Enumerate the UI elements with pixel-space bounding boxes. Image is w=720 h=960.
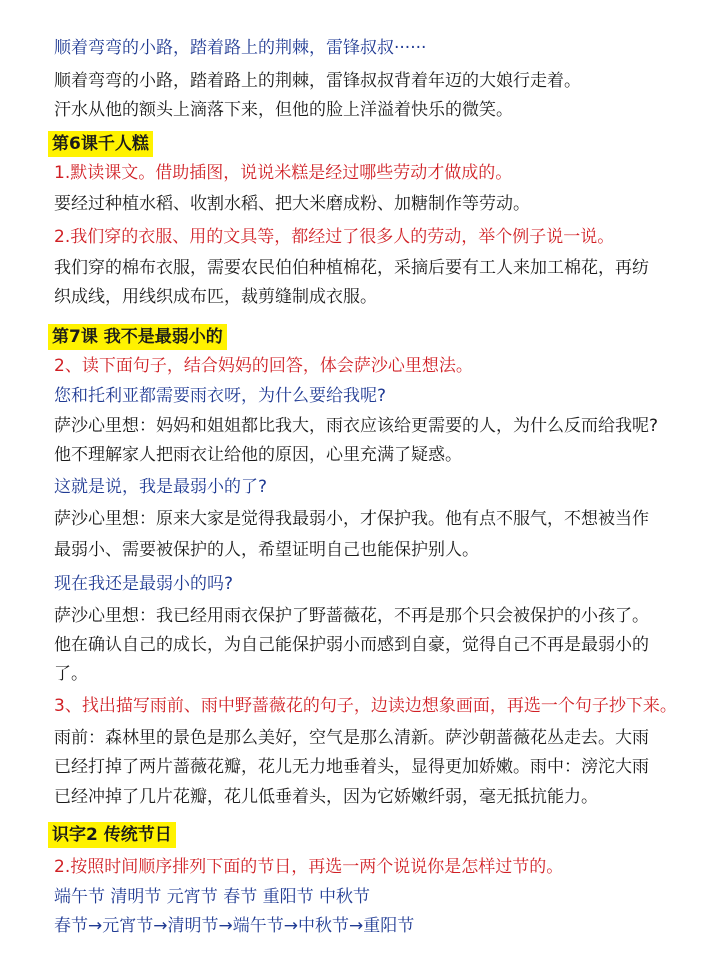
section-heading: 识字2 传统节日 bbox=[48, 822, 176, 848]
text-line: 雨前：森林里的景色是那么美好，空气是那么清新。萨沙朝蔷薇花丛走去。大雨 bbox=[54, 728, 649, 748]
question-line: 2.我们穿的衣服、用的文具等，都经过了很多人的劳动，举个例子说一说。 bbox=[54, 227, 615, 247]
text-line: 汗水从他的额头上滴落下来，但他的脸上洋溢着快乐的微笑。 bbox=[54, 100, 513, 120]
text-line: 春节→元宵节→清明节→端午节→中秋节→重阳节 bbox=[54, 916, 415, 936]
text-line: 已经冲掉了几片花瓣，花儿低垂着头，因为它娇嫩纤弱，毫无抵抗能力。 bbox=[54, 787, 598, 807]
text-line: 织成线，用线织成布匹，裁剪缝制成衣服。 bbox=[54, 287, 377, 307]
section-heading: 第6课千人糕 bbox=[48, 131, 153, 157]
text-line: 端午节 清明节 元宵节 春节 重阳节 中秋节 bbox=[54, 887, 371, 907]
section-heading: 第7课 我不是最弱小的 bbox=[48, 324, 227, 350]
text-line: 他在确认自己的成长，为自己能保护弱小而感到自豪，觉得自己不再是最弱小的 bbox=[54, 635, 649, 655]
text-line: 萨沙心里想：我已经用雨衣保护了野蔷薇花，不再是那个只会被保护的小孩了。 bbox=[54, 606, 649, 626]
text-line: 萨沙心里想：妈妈和姐姐都比我大，雨衣应该给更需要的人，为什么反而给我呢? bbox=[54, 416, 659, 436]
question-line: 2.按照时间顺序排列下面的节日，再选一两个说说你是怎样过节的。 bbox=[54, 857, 564, 877]
question-line: 2、读下面句子，结合妈妈的回答，体会萨沙心里想法。 bbox=[54, 356, 473, 376]
text-line: 他不理解家人把雨衣让给他的原因，心里充满了疑惑。 bbox=[54, 445, 462, 465]
text-line: 已经打掉了两片蔷薇花瓣，花儿无力地垂着头，显得更加娇嫩。雨中：滂沱大雨 bbox=[54, 757, 649, 777]
text-line: 萨沙心里想：原来大家是觉得我最弱小，才保护我。他有点不服气，不想被当作 bbox=[54, 509, 649, 529]
question-line: 3、找出描写雨前、雨中野蔷薇花的句子，边读边想象画面，再选一个句子抄下来。 bbox=[54, 696, 677, 716]
text-line: 这就是说，我是最弱小的了? bbox=[54, 477, 268, 497]
question-line: 1.默读课文。借助插图，说说米糕是经过哪些劳动才做成的。 bbox=[54, 163, 513, 183]
text-line: 现在我还是最弱小的吗? bbox=[54, 574, 234, 594]
text-line: 要经过种植水稻、收割水稻、把大米磨成粉、加糖制作等劳动。 bbox=[54, 194, 530, 214]
text-line: 您和托利亚都需要雨衣呀，为什么要给我呢? bbox=[54, 386, 387, 406]
text-line: 最弱小、需要被保护的人，希望证明自己也能保护别人。 bbox=[54, 540, 479, 560]
text-line: 了。 bbox=[54, 664, 88, 684]
text-line: 我们穿的棉布衣服，需要农民伯伯种植棉花，采摘后要有工人来加工棉花，再纺 bbox=[54, 258, 649, 278]
text-line: 顺着弯弯的小路，踏着路上的荆棘，雷锋叔叔背着年迈的大娘行走着。 bbox=[54, 71, 581, 91]
text-line: 顺着弯弯的小路，踏着路上的荆棘，雷锋叔叔······ bbox=[54, 38, 427, 58]
